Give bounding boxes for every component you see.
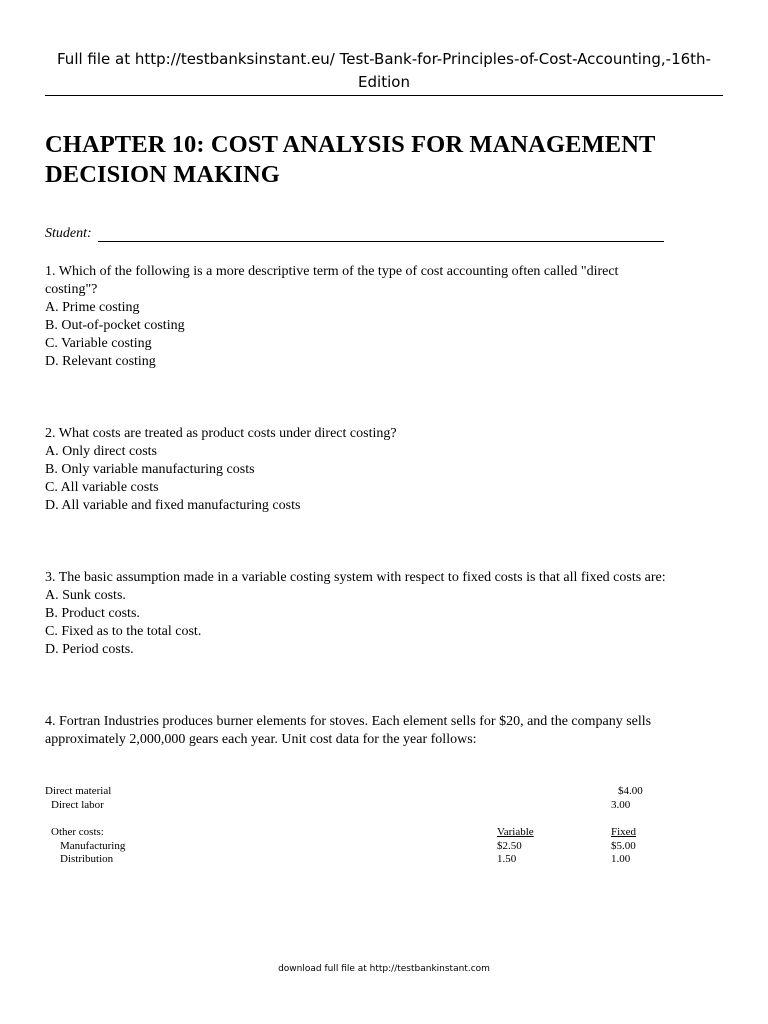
question-2-option-c: C. All variable costs xyxy=(45,480,159,495)
student-label: Student: xyxy=(45,226,92,241)
question-1-option-b: B. Out-of-pocket costing xyxy=(45,318,185,333)
question-1 xyxy=(45,263,725,371)
page-footer: download full file at http://testbankinstant.com xyxy=(278,964,490,974)
question-3-text: 3. The basic assumption made in a variable costing system with respect to fixed costs is that all fixed costs are: xyxy=(45,570,666,585)
unit-cost-table xyxy=(45,785,685,875)
page-header xyxy=(45,48,723,94)
question-2-option-b: B. Only variable manufacturing costs xyxy=(45,462,255,477)
chapter-title-line-1: CHAPTER 10: COST ANALYSIS FOR MANAGEMENT xyxy=(45,131,656,158)
chapter-title xyxy=(45,130,725,190)
chapter-title-line-2: DECISION MAKING xyxy=(45,161,280,188)
header-divider xyxy=(45,95,723,96)
question-3-option-c: C. Fixed as to the total cost. xyxy=(45,624,202,639)
question-2 xyxy=(45,425,725,515)
direct-labor-value: 3.00 xyxy=(611,798,631,811)
fixed-column-header: Fixed xyxy=(611,826,637,838)
direct-material-value: $4.00 xyxy=(618,785,643,797)
distribution-label: Distribution xyxy=(60,853,114,865)
direct-material-label: Direct material xyxy=(45,785,112,797)
other-costs-label: Other costs: xyxy=(51,826,104,838)
question-4-text-line-1: 4. Fortran Industries produces burner elements for stoves. Each element sells for $20, and the company sells xyxy=(45,714,652,729)
question-2-option-a: A. Only direct costs xyxy=(45,444,157,459)
distribution-variable-value: 1.50 xyxy=(497,853,517,865)
question-2-option-d: D. All variable and fixed manufacturing costs xyxy=(45,498,301,513)
question-2-text: 2. What costs are treated as product costs under direct costing? xyxy=(45,426,397,441)
direct-labor-label: Direct labor xyxy=(51,798,104,811)
variable-column-header: Variable xyxy=(497,826,534,838)
header-line-1: Full file at http://testbanksinstant.eu/ Test-Bank-for-Principles-of-Cost-Accounting,-16th- xyxy=(57,50,711,68)
manufacturing-fixed-value: $5.00 xyxy=(611,839,636,852)
question-1-option-a: A. Prime costing xyxy=(45,300,140,315)
distribution-fixed-value: 1.00 xyxy=(611,853,631,865)
question-4 xyxy=(45,713,725,749)
question-3-option-a: A. Sunk costs. xyxy=(45,588,126,603)
manufacturing-label: Manufacturing xyxy=(60,839,126,852)
question-1-text-line-1: 1. Which of the following is a more descriptive term of the type of cost accounting often called "direct xyxy=(45,264,619,279)
question-4-text-line-2: approximately 2,000,000 gears each year. Unit cost data for the year follows: xyxy=(45,732,477,747)
question-1-option-c: C. Variable costing xyxy=(45,336,152,351)
student-name-row xyxy=(45,226,665,244)
header-line-2: Edition xyxy=(358,73,410,91)
question-1-option-d: D. Relevant costing xyxy=(45,354,156,369)
question-3-option-d: D. Period costs. xyxy=(45,642,134,657)
question-3 xyxy=(45,569,725,659)
question-1-text-line-2: costing"? xyxy=(45,282,98,297)
student-name-field[interactable] xyxy=(98,241,664,242)
manufacturing-variable-value: $2.50 xyxy=(497,839,522,852)
question-3-option-b: B. Product costs. xyxy=(45,606,140,621)
